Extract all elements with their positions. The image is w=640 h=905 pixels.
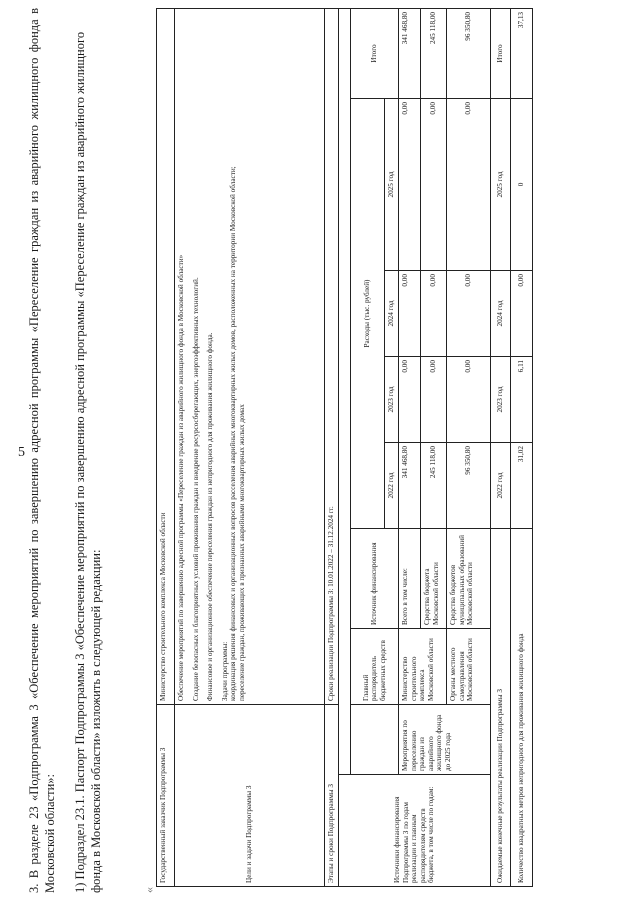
passport-table xyxy=(156,8,533,887)
intro-text xyxy=(26,8,104,893)
result-2022: 31,02 xyxy=(511,443,533,529)
paragraph-3: 3. В разделе 23 «Подпрограмма 3 «Обеспечение мероприятий по завершению адресной программы «Переселение граждан из аварийного жилищного фонда в Московской области»: xyxy=(27,8,57,893)
goal-3: Финансовое и организационное обеспечение переселения граждан из непригодного для проживания жилищного фонда. xyxy=(206,332,215,701)
task-1: координация решения финансовых и организационных вопросов расселения аварийных многоквартирных жилых домов, расположенных на территории Московской области; xyxy=(229,166,238,701)
year-2025-header: 2025 год xyxy=(385,99,399,271)
rotated-page-content xyxy=(26,8,616,893)
row2-2024: 0,00 xyxy=(447,271,491,357)
row0-2024: 0,00 xyxy=(399,271,421,357)
col-manager-header: Главный распорядитель бюджетных средств xyxy=(351,629,399,705)
result-year-2024: 2024 год xyxy=(491,271,511,357)
tasks-title: Задачи программы: xyxy=(220,641,229,701)
stages-value: Сроки реализации Подпрограммы 3: 10.01.2022 – 31.12.2024 гг. xyxy=(325,8,339,704)
result-year-2022: 2022 год xyxy=(491,443,511,529)
source-total: Всего в том числе: xyxy=(399,529,421,629)
activity-blank xyxy=(351,705,399,775)
row2-total: 96 350,80 xyxy=(447,8,491,98)
results-label: Ожидаемые конечные результаты реализации Подпрограммы 3 xyxy=(491,529,511,887)
year-2023-header: 2023 год xyxy=(385,357,399,443)
year-2022-header: 2022 год xyxy=(385,443,399,529)
customer-value: Министерство строительного комплекса Московской области xyxy=(157,8,175,704)
row0-2025: 0,00 xyxy=(399,99,421,271)
result-metric: Количество квадратных метров непригодного для проживания жилищного фонда xyxy=(511,529,533,887)
row1-2025: 0,00 xyxy=(421,99,447,271)
activity-name: Мероприятия по переселению граждан из аварийного жилищного фонда до 2025 года xyxy=(399,705,491,775)
manager-local: Органы местного самоуправления Московской области xyxy=(447,629,491,705)
row0-2022: 341 468,80 xyxy=(399,443,421,529)
row2-2025: 0,00 xyxy=(447,99,491,271)
spacer-row xyxy=(339,8,351,774)
sources-label: Источники финансирования Подпрограммы 3 по годам реализации и главным распорядителям средств бюджета, в том числе по годам: xyxy=(339,775,491,887)
task-2: переселение граждан, проживающих в признанных аварийными многоквартирных жилых домах xyxy=(237,404,246,701)
row2-2022: 96 350,80 xyxy=(447,443,491,529)
result-year-2025: 2025 год xyxy=(491,99,511,271)
row1-2024: 0,00 xyxy=(421,271,447,357)
result-2025: 0 xyxy=(511,99,533,271)
result-2024: 0,00 xyxy=(511,271,533,357)
manager-ministry: Министерство строительного комплекса Московской области xyxy=(399,629,447,705)
result-total-header: Итого xyxy=(491,8,511,98)
col-source-header: Источник финансирования xyxy=(351,529,399,629)
row1-2023: 0,00 xyxy=(421,357,447,443)
opening-quote: « xyxy=(142,887,156,893)
goal-2: Создание безопасных и благоприятных условий проживания граждан и внедрение ресурсосберегающих, энергоэффективных технологий. xyxy=(191,277,200,701)
source-municipal: Средства бюджетов муниципальных образований Московской области xyxy=(447,529,491,629)
row2-2023: 0,00 xyxy=(447,357,491,443)
result-2023: 6,11 xyxy=(511,357,533,443)
row1-total: 245 118,00 xyxy=(421,8,447,98)
goal-1: Обеспечение мероприятий по завершению адресной программы «Переселение граждан из аварийного жилищного фонда в Московской области» xyxy=(177,254,185,701)
col-expenses-header: Расходы (тыс. рублей) xyxy=(351,99,385,529)
row1-2022: 245 118,00 xyxy=(421,443,447,529)
source-regional: Средства бюджета Московской области xyxy=(421,529,447,629)
stages-label: Этапы и сроки Подпрограммы 3 xyxy=(325,705,339,887)
goals-label: Цели и задачи Подпрограммы 3 xyxy=(175,705,325,887)
customer-label: Государственный заказчик Подпрограммы 3 xyxy=(157,705,175,887)
row0-total: 341 468,80 xyxy=(399,8,421,98)
row0-2023: 0,00 xyxy=(399,357,421,443)
col-total-header: Итого xyxy=(351,8,399,98)
goals-value xyxy=(175,8,325,704)
page-number: 5 xyxy=(18,445,25,460)
paragraph-1: 1) Подраздел 23.1. Паспорт Подпрограммы 3 «Обеспечение мероприятий по завершению адресной программы «Переселение граждан из аварийного жилищного фонда в Московской области» изложить в следующей редакции: xyxy=(73,31,103,893)
result-total: 37,13 xyxy=(511,8,533,98)
result-year-2023: 2023 год xyxy=(491,357,511,443)
year-2024-header: 2024 год xyxy=(385,271,399,357)
